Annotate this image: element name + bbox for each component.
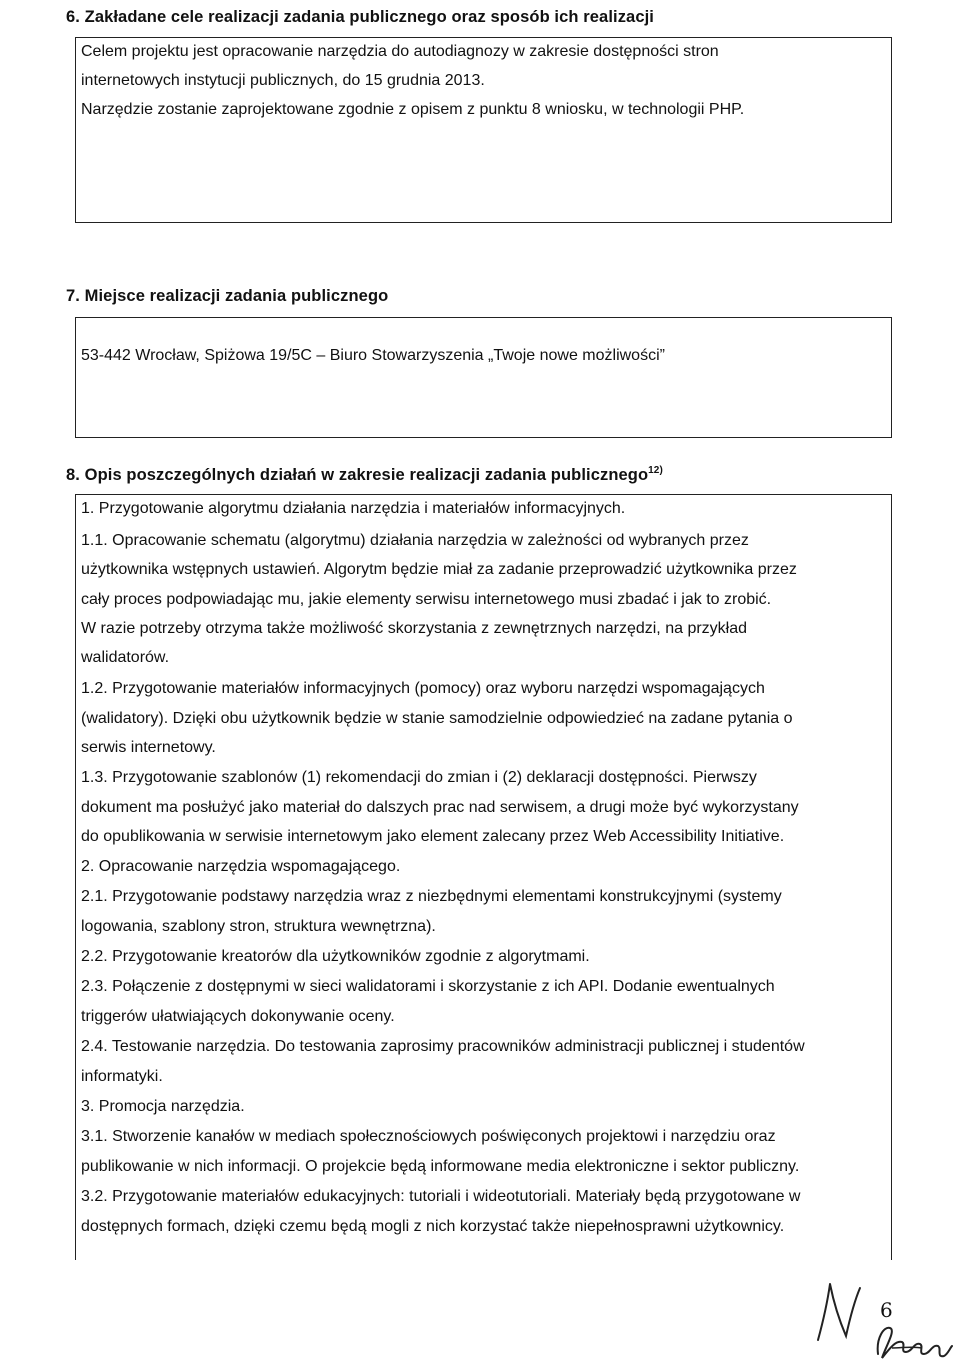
section-8-line: (walidatory). Dzięki obu użytkownik będzie w stanie samodzielnie odpowiedzieć na zadane pytania o [81, 710, 793, 727]
section-8-line: W razie potrzeby otrzyma także możliwość skorzystania z zewnętrznych narzędzi, na przykład [81, 620, 748, 637]
section-7-heading: 7. Miejsce realizacji zadania publicznego [66, 287, 389, 305]
section-8-line: walidatorów. [81, 649, 170, 666]
section-8-line: użytkownika wstępnych ustawień. Algorytm będzie miał za zadanie przeprowadzić użytkownika przez [81, 561, 797, 578]
section-8-line: dostępnych formach, dzięki czemu będą mogli z nich korzystać także niepełnosprawni użytkownicy. [81, 1218, 785, 1235]
handwritten-initials [810, 1278, 870, 1348]
section-8-line: cały proces podpowiadając mu, jakie elementy serwisu internetowego musi zbadać i jak to zrobić. [81, 591, 772, 608]
section-8-line: 1.2. Przygotowanie materiałów informacyjnych (pomocy) oraz wyboru narzędzi wspomagających [81, 680, 765, 697]
section-8-line: 2. Opracowanie narzędzia wspomagającego. [81, 858, 401, 875]
section-6-line: Narzędzie zostanie zaprojektowane zgodnie z opisem z punktu 8 wniosku, w technologii PHP. [81, 101, 745, 118]
section-8-line: 2.2. Przygotowanie kreatorów dla użytkowników zgodnie z algorytmami. [81, 948, 590, 965]
section-8-line: 3.1. Stworzenie kanałów w mediach społecznościowych poświęconych projektowi i narzędziu oraz [81, 1128, 776, 1145]
section-8-line: 2.3. Połączenie z dostępnymi w sieci walidatorami i skorzystanie z ich API. Dodanie ewentualnych [81, 978, 775, 995]
section-8-line: 3. Promocja narzędzia. [81, 1098, 245, 1115]
section-8-line: 1.3. Przygotowanie szablonów (1) rekomendacji do zmian i (2) deklaracji dostępności. Pierwszy [81, 769, 757, 786]
section-6-box [75, 37, 892, 223]
section-7-address: 53-442 Wrocław, Spiżowa 19/5C – Biuro Stowarzyszenia „Twoje nowe możliwości” [81, 347, 665, 364]
footnote-ref: 12) [648, 465, 663, 476]
section-8-heading-text: 8. Opis poszczególnych działań w zakresie realizacji zadania publicznego [66, 466, 649, 484]
section-8-line: informatyki. [81, 1068, 163, 1085]
section-8-heading [66, 465, 663, 485]
section-8-line: serwis internetowy. [81, 739, 216, 756]
section-8-line: logowania, szablony stron, struktura wewnętrzna). [81, 918, 436, 935]
section-8-line: 3.2. Przygotowanie materiałów edukacyjnych: tutoriali i wideotutoriali. Materiały będą przygotowane w [81, 1188, 801, 1205]
section-6-line: internetowych instytucji publicznych, do 15 grudnia 2013. [81, 72, 485, 89]
handwritten-signature [872, 1318, 956, 1366]
section-7-box [75, 317, 892, 438]
section-6-heading: 6. Zakładane cele realizacji zadania publicznego oraz sposób ich realizacji [66, 8, 654, 26]
section-8-line: publikowanie w nich informacji. O projekcie będą informowane media elektroniczne i sektor publiczny. [81, 1158, 800, 1175]
section-8-line: 1.1. Opracowanie schematu (algorytmu) działania narzędzia w zależności od wybranych przez [81, 532, 749, 549]
section-8-line: do opublikowania w serwisie internetowym jako element zalecany przez Web Accessibility Initiative. [81, 828, 785, 845]
section-6-line: Celem projektu jest opracowanie narzędzia do autodiagnozy w zakresie dostępności stron [81, 43, 719, 60]
section-8-line: 1. Przygotowanie algorytmu działania narzędzia i materiałów informacyjnych. [81, 500, 626, 517]
section-8-line: 2.4. Testowanie narzędzia. Do testowania zaprosimy pracowników administracji publicznej i studentów [81, 1038, 805, 1055]
section-8-line: triggerów ułatwiających dokonywanie oceny. [81, 1008, 395, 1025]
section-8-line: 2.1. Przygotowanie podstawy narzędzia wraz z niezbędnymi elementami konstrukcyjnymi (systemy [81, 888, 782, 905]
section-8-line: dokument ma posłużyć jako materiał do dalszych prac nad serwisem, a drugi może być wykorzystany [81, 799, 799, 816]
page-number: 6 [880, 1298, 893, 1322]
